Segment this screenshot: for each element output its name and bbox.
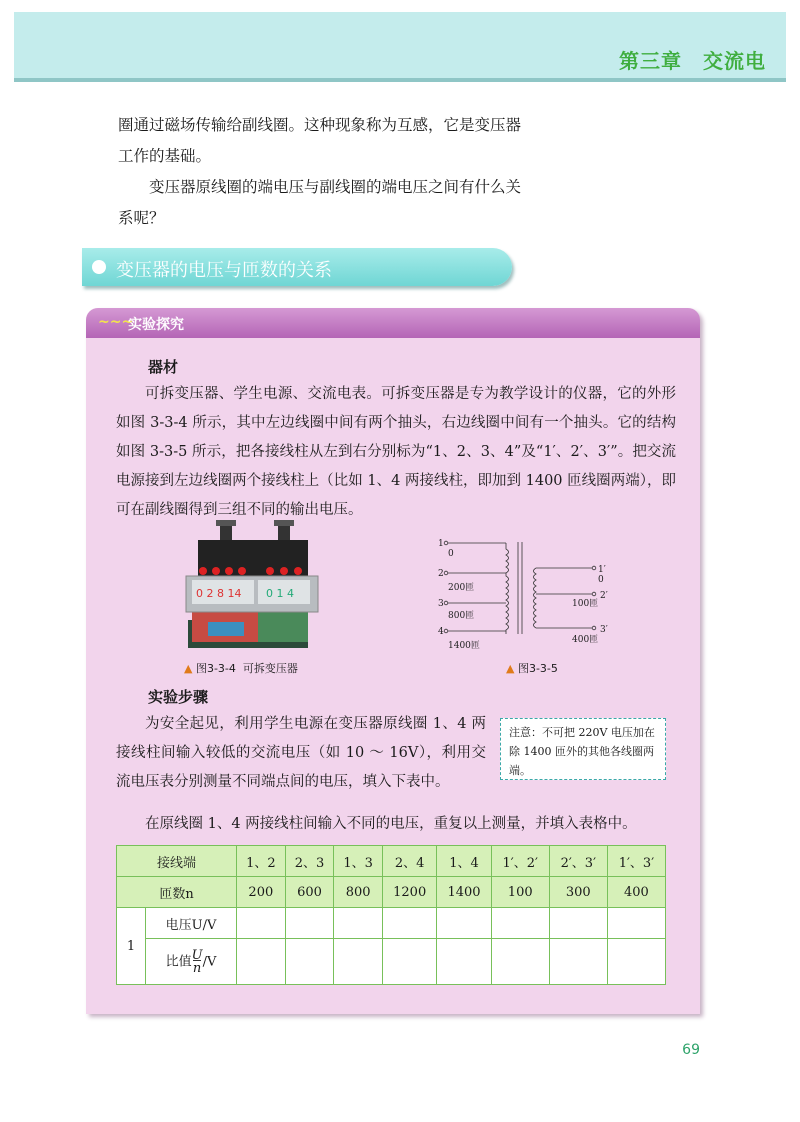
terminal-cell: 2、3 xyxy=(285,846,334,877)
empty-cell xyxy=(285,908,334,939)
svg-text:0: 0 xyxy=(448,549,454,559)
steps-text-2: 在原线圈 1、4 两接线柱间输入不同的电压，重复以上测量，并填入表格中。 xyxy=(145,816,637,832)
terminals-row xyxy=(117,846,666,877)
empty-cell xyxy=(285,939,334,985)
turns-label: 匝数n xyxy=(117,877,237,908)
safety-note xyxy=(500,718,666,780)
terminal-cell: 2、4 xyxy=(383,846,437,877)
section-title: 变压器的电压与匝数的关系 xyxy=(116,260,332,281)
experiment-box xyxy=(86,308,700,1014)
experiment-title: 实验探究 xyxy=(128,317,184,333)
figure-3-3-5-caption: ▲ 图3-3-5 xyxy=(506,662,558,675)
turns-cell: 400 xyxy=(607,877,665,908)
materials-heading: 器材 xyxy=(148,358,179,376)
svg-text:3: 3 xyxy=(438,599,444,609)
empty-cell xyxy=(237,908,286,939)
svg-text:1400匝: 1400匝 xyxy=(448,641,480,651)
svg-text:4: 4 xyxy=(438,627,444,637)
chapter-title: 第三章 交流电 xyxy=(619,49,766,73)
empty-cell xyxy=(237,939,286,985)
svg-text:3′: 3′ xyxy=(600,625,608,635)
empty-cell xyxy=(383,939,437,985)
turns-cell: 1400 xyxy=(437,877,491,908)
empty-cell xyxy=(607,939,665,985)
transformer-photo xyxy=(178,514,328,652)
turns-row xyxy=(117,877,666,908)
ratio-fraction: $\frac{U}{n}$ xyxy=(191,947,203,976)
empty-cell xyxy=(549,908,607,939)
left-panel-label: 0 2 8 14 xyxy=(196,587,242,600)
transformer-schematic xyxy=(436,534,626,654)
empty-cell xyxy=(334,939,383,985)
bullet-dot-icon xyxy=(92,260,106,274)
measurement-table xyxy=(116,845,666,985)
voltage-row xyxy=(117,908,666,939)
svg-text:100匝: 100匝 xyxy=(572,599,599,609)
turns-cell: 600 xyxy=(285,877,334,908)
steps-heading: 实验步骤 xyxy=(148,688,209,706)
empty-cell xyxy=(383,908,437,939)
empty-cell xyxy=(491,908,549,939)
svg-text:200匝: 200匝 xyxy=(448,583,475,593)
note-label: 注意： xyxy=(509,726,542,739)
terminals-label: 接线端 xyxy=(117,846,237,877)
turns-cell: 800 xyxy=(334,877,383,908)
page-number: 69 xyxy=(682,1042,700,1058)
svg-text:2′: 2′ xyxy=(600,591,608,601)
terminal-cell: 1、3 xyxy=(334,846,383,877)
section-banner xyxy=(82,248,512,286)
experiment-header xyxy=(86,308,700,338)
ratio-label: 比值$\frac{U}{n}/V$ xyxy=(146,939,237,985)
svg-text:400匝: 400匝 xyxy=(572,635,599,645)
svg-text:1′: 1′ xyxy=(598,565,606,575)
note-text: 不可把 220V 电压加在除 1400 匝外的其他各线圈两端。 xyxy=(509,726,655,777)
intro-paragraph-2: 变压器原线圈的端电压与副线圈的端电压之间有什么关系呢？ xyxy=(118,178,522,227)
right-panel-label: 0 1 4 xyxy=(266,587,294,600)
experiment-icon: ~~~ xyxy=(98,314,134,330)
materials-text: 可拆变压器、学生电源、交流电表。可拆变压器是专为教学设计的仪器，它的外形如图 3-3-4 所示，其中左边线圈中间有两个抽头，右边线圈中间有一个抽头。它的结构如图 3-3-5 所示，把各接线柱从左到右分别标为“1、2、3、4”及“1′、2′、3′”。把交流电源接到左边线圈两个接线柱上（比如 1、4 两接线柱，即加到 1400 匝线圈两端），即可在副线圈得到三组不同的输出电压。 xyxy=(116,386,676,518)
terminal-cell: 1′、2′ xyxy=(491,846,549,877)
empty-cell xyxy=(437,908,491,939)
empty-cell xyxy=(549,939,607,985)
figure-3-3-4-caption: ▲ 图3-3-4 可拆变压器 xyxy=(184,662,298,675)
empty-cell xyxy=(607,908,665,939)
svg-text:800匝: 800匝 xyxy=(448,611,475,621)
empty-cell xyxy=(334,908,383,939)
row-index: 1 xyxy=(117,908,146,985)
empty-cell xyxy=(437,939,491,985)
ratio-row xyxy=(117,939,666,985)
steps-text: 为安全起见，利用学生电源在变压器原线圈 1、4 两接线柱间输入较低的交流电压（如 10 ～ 16V），利用交流电压表分别测量不同端点间的电压，填入下表中。 xyxy=(116,716,486,790)
svg-text:1: 1 xyxy=(438,539,444,549)
turns-cell: 200 xyxy=(237,877,286,908)
terminal-cell: 1、2 xyxy=(237,846,286,877)
intro-paragraph-1: 圈通过磁场传输给副线圈。这种现象称为互感，它是变压器工作的基础。 xyxy=(118,116,522,165)
voltage-label: 电压U/V xyxy=(146,908,237,939)
empty-cell xyxy=(491,939,549,985)
terminal-cell: 1、4 xyxy=(437,846,491,877)
svg-text:2: 2 xyxy=(438,569,444,579)
turns-cell: 1200 xyxy=(383,877,437,908)
turns-cell: 300 xyxy=(549,877,607,908)
terminal-cell: 2′、3′ xyxy=(549,846,607,877)
turns-cell: 100 xyxy=(491,877,549,908)
svg-text:0: 0 xyxy=(598,575,604,585)
terminal-cell: 1′、3′ xyxy=(607,846,665,877)
